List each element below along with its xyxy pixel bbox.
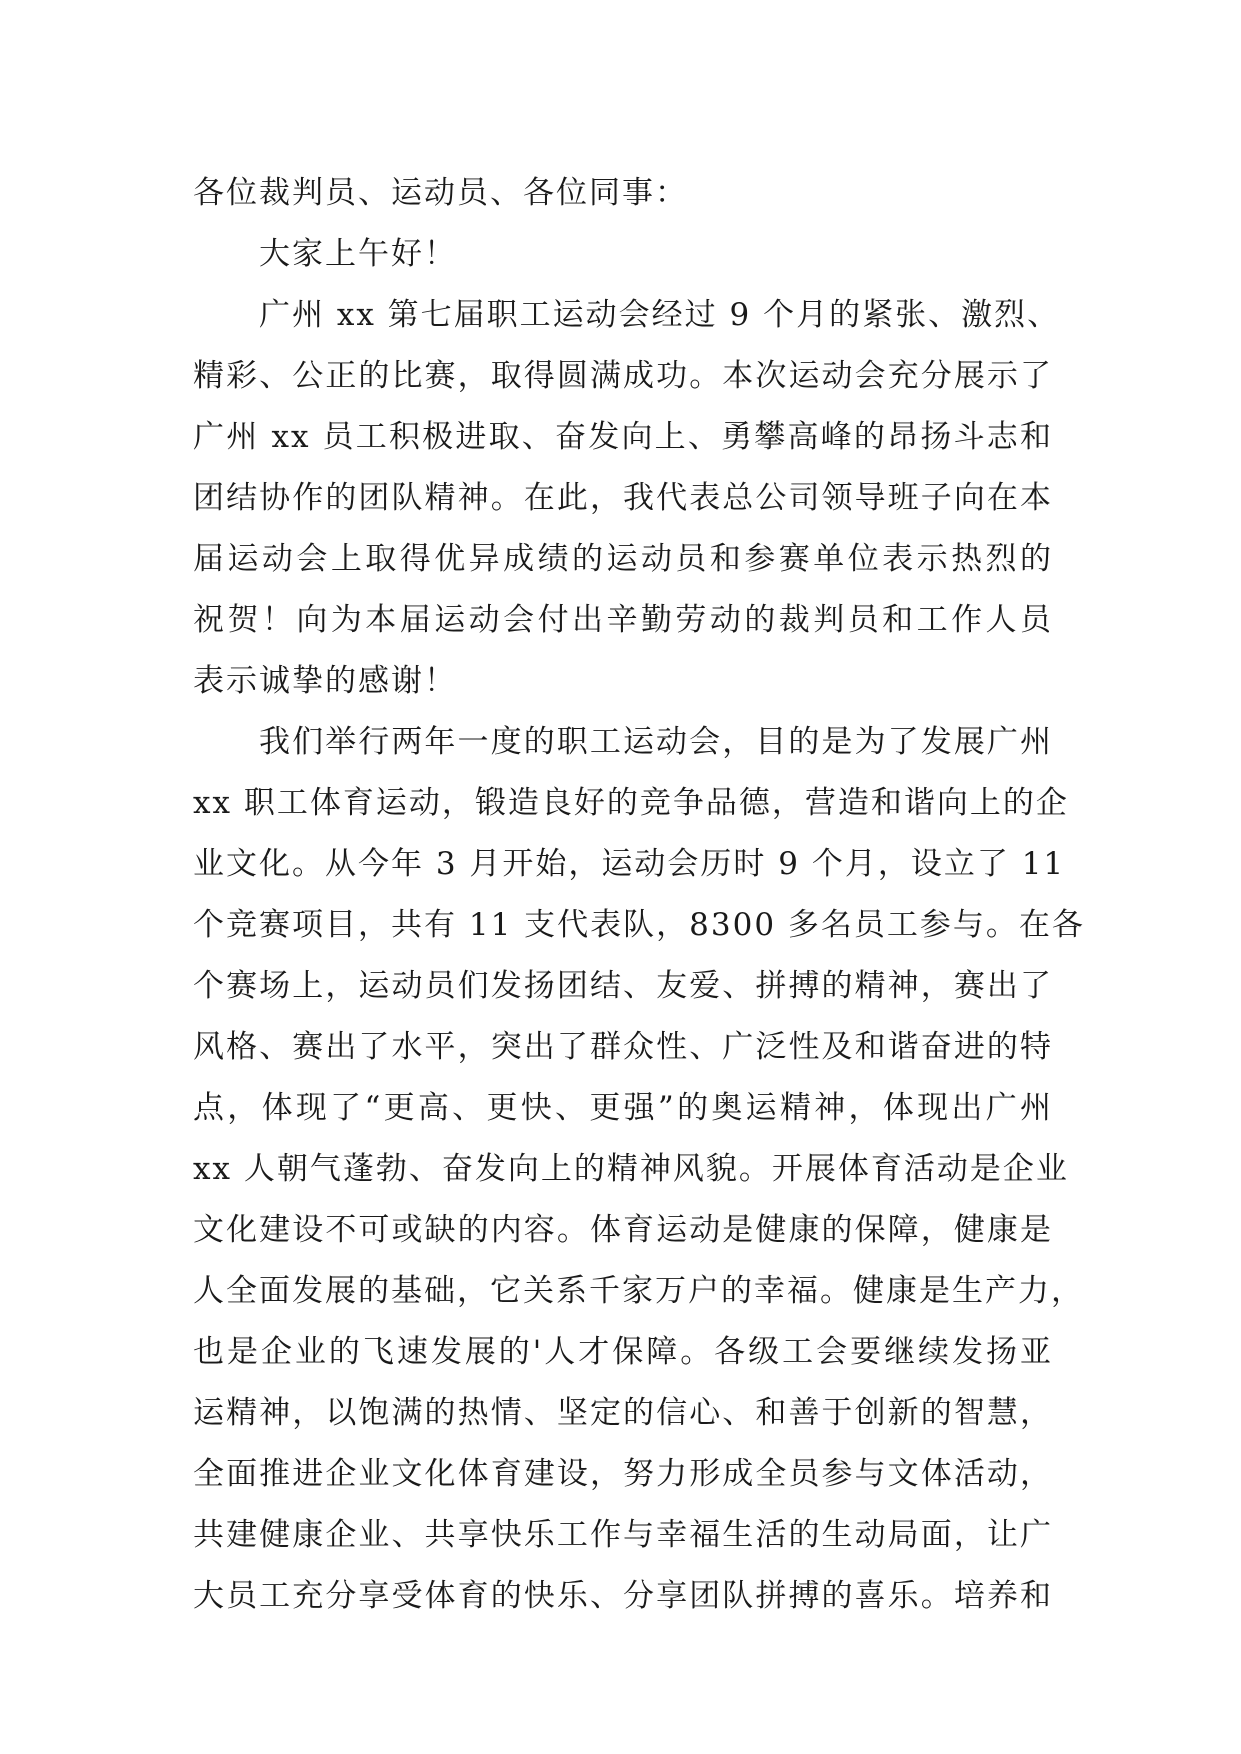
paragraph-line: 个竞赛项目，共有 11 支代表队，8300 多名员工参与。在各: [193, 907, 1085, 943]
paragraph-line: 个赛场上，运动员们发扬团结、友爱、拼搏的精神，赛出了: [193, 968, 1053, 1004]
paragraph-line: xx 人朝气蓬勃、奋发向上的精神风貌。开展体育活动是企业: [193, 1151, 1069, 1187]
document-body: [193, 163, 1085, 1627]
paragraph-line: 大员工充分享受体育的快乐、分享团队拼搏的喜乐。培养和: [193, 1578, 1053, 1614]
paragraph-1: [193, 285, 1061, 712]
paragraph-line: 也是企业的飞速发展的'人才保障。各级工会要继续发扬亚: [193, 1334, 1053, 1370]
paragraph-line: 风格、赛出了水平，突出了群众性、广泛性及和谐奋进的特: [193, 1029, 1053, 1065]
paragraph-line: 点，体现了“更高、更快、更强”的奥运精神，体现出广州: [193, 1090, 1053, 1126]
paragraph-line: 文化建设不可或缺的内容。体育运动是健康的保障，健康是: [193, 1212, 1053, 1248]
paragraph-line: 运精神，以饱满的热情、坚定的信心、和善于创新的智慧，: [193, 1395, 1053, 1431]
paragraph-line: 届运动会上取得优异成绩的运动员和参赛单位表示热烈的: [193, 541, 1053, 577]
paragraph-line: 人全面发展的基础，它关系千家万户的幸福。健康是生产力，: [193, 1273, 1084, 1309]
paragraph-line: 业文化。从今年 3 月开始，运动会历时 9 个月，设立了 11: [193, 846, 1066, 882]
paragraph-line: 精彩、公正的比赛，取得圆满成功。本次运动会充分展示了: [193, 358, 1053, 394]
paragraph-line: 我们举行两年一度的职工运动会，目的是为了发展广州: [259, 724, 1053, 760]
salutation-line: 各位裁判员、运动员、各位同事：: [193, 175, 688, 211]
paragraph-2: [193, 712, 1085, 1627]
paragraph-line: 广州 xx 第七届职工运动会经过 9 个月的紧张、激烈、: [259, 297, 1061, 333]
greeting-line: 大家上午好！: [259, 236, 457, 272]
paragraph-line: 全面推进企业文化体育建设，努力形成全员参与文体活动，: [193, 1456, 1053, 1492]
paragraph-line: 祝贺！向为本届运动会付出辛勤劳动的裁判员和工作人员: [193, 602, 1053, 638]
paragraph-line: 团结协作的团队精神。在此，我代表总公司领导班子向在本: [193, 480, 1053, 516]
paragraph-line: xx 职工体育运动，锻造良好的竞争品德，营造和谐向上的企: [193, 785, 1069, 821]
paragraph-line: 表示诚挚的感谢！: [193, 663, 457, 699]
paragraph-line: 共建健康企业、共享快乐工作与幸福生活的生动局面，让广: [193, 1517, 1053, 1553]
paragraph-line: 广州 xx 员工积极进取、奋发向上、勇攀高峰的昂扬斗志和: [193, 419, 1053, 455]
